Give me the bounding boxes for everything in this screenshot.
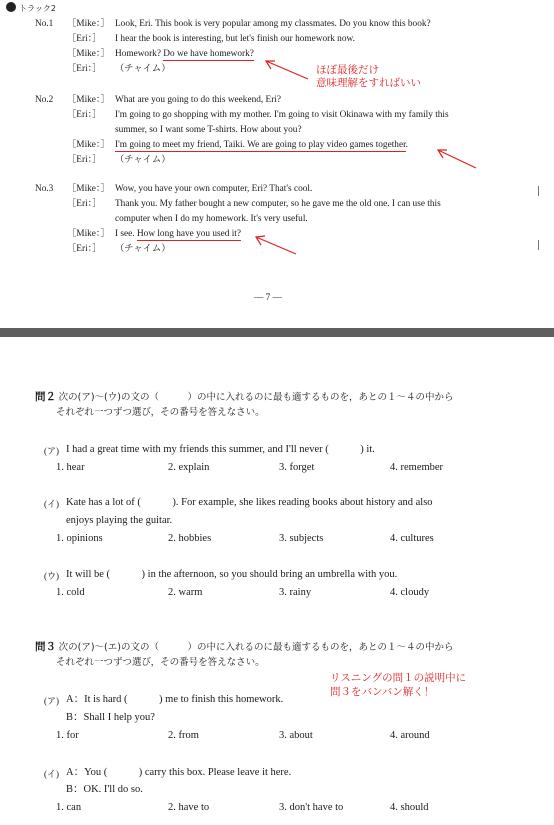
question-instruction: それぞれ一つずつ選び，その番号を答えなさい。 xyxy=(56,407,265,418)
speaker-label: ［Mike：］ xyxy=(67,184,110,194)
answer-option: 3. don't have to xyxy=(279,802,344,813)
speaker-label: ［Mike：］ xyxy=(67,95,110,105)
answer-option: 4. around xyxy=(390,730,430,741)
dialogue-line: I'm going to go shopping with my mother. I'm going to visit Okinawa with my family this xyxy=(115,110,449,120)
answer-option: 2. warm xyxy=(168,587,203,598)
dialogue-line: Wow, you have your own computer, Eri? That's cool. xyxy=(115,184,313,194)
speaker-label: ［Eri：］ xyxy=(67,244,102,254)
answer-option: 2. hobbies xyxy=(168,533,212,544)
handwritten-annotation-line: 意味理解をすればいい xyxy=(316,77,421,89)
question-instruction: それぞれ一つずつ選び，その番号を答えなさい。 xyxy=(56,657,265,668)
item-sentence: B：Shall I help you? xyxy=(66,712,155,723)
answer-option: 1. can xyxy=(56,802,82,813)
answer-option: 1. hear xyxy=(56,462,85,473)
dialogue-line: What are you going to do this weekend, Eri? xyxy=(115,95,282,105)
dialogue-number: No.3 xyxy=(35,184,54,194)
answer-option: 1. cold xyxy=(56,587,85,598)
dialogue-line xyxy=(115,228,241,241)
item-sentence: enjoys playing the guitar. xyxy=(66,515,173,526)
answer-option: 4. remember xyxy=(390,462,444,473)
item-label: (ウ) xyxy=(44,571,59,581)
answer-option: 1. opinions xyxy=(56,533,103,544)
answer-option: 3. forget xyxy=(279,462,315,473)
chime-line: （チャイム） xyxy=(115,244,171,254)
question-instruction: 次の(ア)〜(エ)の文の（ ）の中に入れるのに最も適するものを，あとの１〜４の中から xyxy=(58,642,454,653)
speaker-label: ［Mike：］ xyxy=(67,140,110,150)
item-label: (ア) xyxy=(44,446,59,456)
dialogue-line-plain: . xyxy=(405,140,408,150)
chime-line: （チャイム） xyxy=(115,64,171,74)
speaker-label: ［Mike：］ xyxy=(67,19,110,29)
dialogue-line: Look, Eri. This book is very popular among my classmates. Do you know this book? xyxy=(115,19,431,29)
handwritten-annotation-line: ほぼ最後だけ xyxy=(316,64,379,76)
handwritten-annotation-line: 問３をバンバン解く！ xyxy=(330,686,435,698)
speaker-label: ［Eri：］ xyxy=(67,110,102,120)
answer-option: 3. subjects xyxy=(279,533,324,544)
answer-option: 2. explain xyxy=(168,462,210,473)
dialogue-line-plain: Homework? xyxy=(115,49,164,59)
item-sentence: It will be ( ) in the afternoon, so you should bring an umbrella with you. xyxy=(66,569,398,580)
red-arrow-icon xyxy=(262,57,312,87)
answer-option: 4. cultures xyxy=(390,533,434,544)
item-label: (イ) xyxy=(44,499,59,509)
underlined-key-sentence: I'm going to meet my friend, Taiki. We are going to play video games together xyxy=(115,140,406,150)
dialogue-number: No.1 xyxy=(35,19,54,29)
question-number: 問２ xyxy=(35,391,56,403)
answer-option: 4. should xyxy=(390,802,429,813)
answer-option: 1. for xyxy=(56,730,79,741)
dialogue-line: Thank you. My father bought a new computer, so he gave me the old one. I can use this xyxy=(115,199,441,209)
item-label: (ア) xyxy=(44,696,59,706)
dialogue-line xyxy=(115,139,408,152)
item-sentence: Kate has a lot of ( ). For example, she likes reading books about history and also xyxy=(66,497,433,508)
question-heading xyxy=(35,390,453,405)
track-label: トラック2 xyxy=(19,4,56,13)
item-sentence: A：It is hard ( ) me to finish this homework. xyxy=(66,694,284,705)
page-number: ― 7 ― xyxy=(254,293,282,303)
question-number: 問３ xyxy=(35,641,56,653)
item-label: (イ) xyxy=(44,769,59,779)
audio-track-icon xyxy=(6,2,16,12)
track-header xyxy=(6,2,56,16)
underlined-key-sentence: How long have you used it? xyxy=(136,229,242,239)
item-sentence: I had a great time with my friends this summer, and I'll never ( ) it. xyxy=(66,444,375,455)
margin-mark xyxy=(538,240,539,250)
speaker-label: ［Eri：］ xyxy=(67,34,102,44)
speaker-label: ［Mike：］ xyxy=(67,49,110,59)
dialogue-line: I hear the book is interesting, but let's finish our homework now. xyxy=(115,34,355,44)
speaker-label: ［Mike：］ xyxy=(67,229,110,239)
answer-option: 2. have to xyxy=(168,802,210,813)
item-sentence: A：You ( ) carry this box. Please leave it here. xyxy=(66,767,292,778)
answer-option: 3. rainy xyxy=(279,587,312,598)
red-arrow-icon xyxy=(252,232,302,260)
answer-option: 2. from xyxy=(168,730,199,741)
question-instruction: 次の(ア)〜(ウ)の文の（ ）の中に入れるのに最も適するものを，あとの１〜４の中から xyxy=(58,392,454,403)
question-heading xyxy=(35,640,453,655)
margin-mark xyxy=(538,186,539,196)
speaker-label: ［Eri：］ xyxy=(67,155,102,165)
answer-option: 3. about xyxy=(279,730,313,741)
underlined-key-sentence: Do we have homework? xyxy=(163,49,254,59)
page-divider xyxy=(0,328,554,337)
speaker-label: ［Eri：］ xyxy=(67,199,102,209)
dialogue-line: summer, so I want some T-shirts. How about you? xyxy=(115,125,302,135)
dialogue-number: No.2 xyxy=(35,95,54,105)
dialogue-line-plain: I see. xyxy=(115,229,137,239)
item-sentence: B：OK. I'll do so. xyxy=(66,784,143,795)
speaker-label: ［Eri：］ xyxy=(67,64,102,74)
chime-line: （チャイム） xyxy=(115,155,171,165)
handwritten-annotation-line: リスニングの問１の説明中に xyxy=(330,672,467,684)
answer-option: 4. cloudy xyxy=(390,587,430,598)
red-arrow-icon xyxy=(434,146,484,176)
dialogue-line: computer when I do my homework. It's very useful. xyxy=(115,214,308,224)
dialogue-line xyxy=(115,48,254,61)
